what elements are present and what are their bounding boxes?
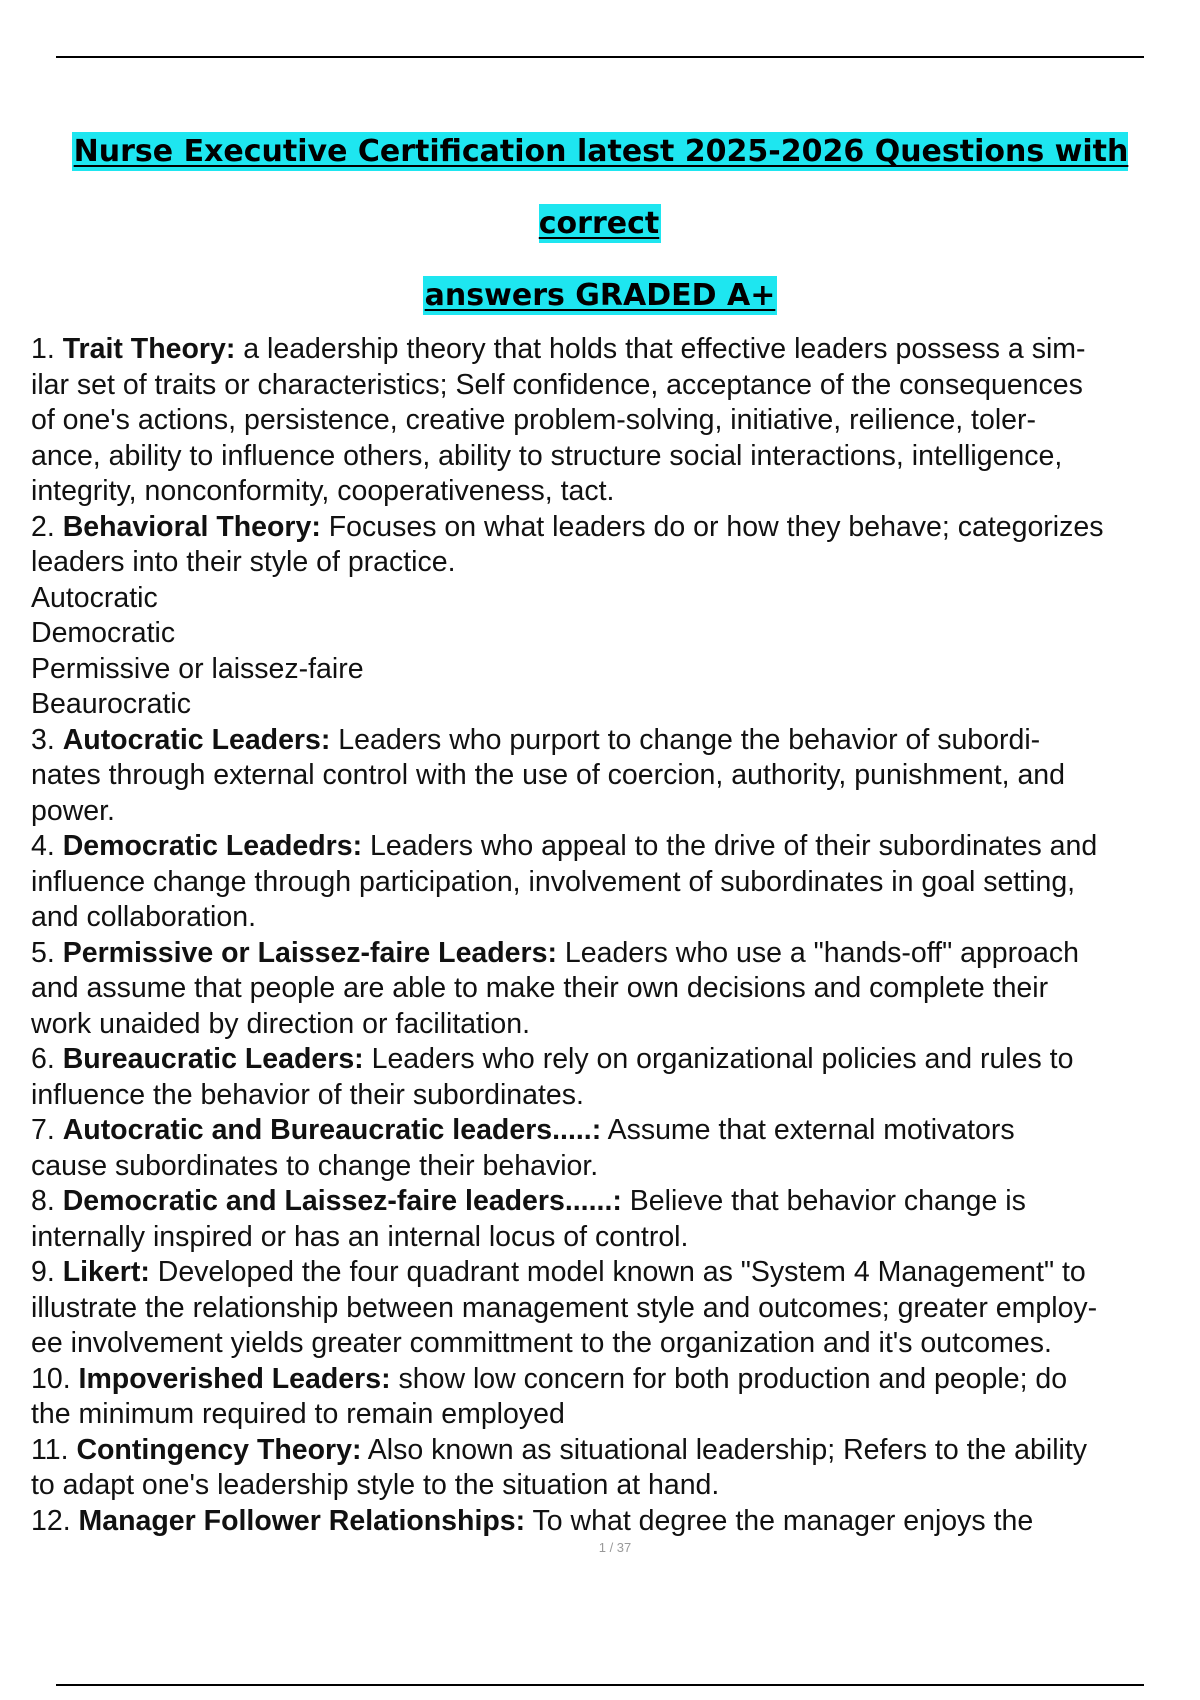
term-label: Democratic and Laissez-faire leaders......: [62,1185,622,1217]
text-line [31,1397,1200,1433]
term-label: Likert: [62,1256,150,1288]
term-label: Autocratic Leaders: [62,723,331,756]
item-number: 1. [31,333,55,365]
definition-text: of one's actions, persistence, creative problem-solving, initiative, reilience, toler- [31,404,1036,436]
definition-text: Focuses on what leaders do or how they behave; categorizes [320,510,1104,543]
term-label: Permissive or Laissez-faire Leaders: [62,936,557,969]
text-line [31,1078,1200,1114]
definition-text: Leaders who rely on organizational policies and rules to [363,1043,1074,1075]
text-line [31,510,1200,546]
definition-text: influence change through participation, involvement of subordinates in goal setting, [31,865,1076,898]
text-line [31,829,1200,865]
text-line [31,1433,1200,1469]
item-number: 3. [31,723,55,756]
definition-text: to adapt one's leadership style to the situation at hand. [31,1469,720,1501]
text-line [31,1184,1200,1220]
text-line [31,1007,1200,1043]
text-line [31,1291,1200,1327]
term-label: Behavioral Theory: [62,510,321,543]
text-line [31,1255,1200,1291]
title-line-1: Nurse Executive Certification latest 2025-2026 Questions with correct [73,134,1129,241]
definition-text: Autocratic [31,581,158,614]
definition-text: work unaided by direction or facilitation. [31,1007,531,1040]
item-number: 10. [31,1362,71,1395]
text-line [31,1468,1200,1504]
bottom-rule [56,1684,1144,1686]
item-number: 8. [31,1185,55,1217]
text-line [31,1326,1200,1362]
definition-text: cause subordinates to change their behavior. [31,1149,599,1182]
definition-text: Leaders who purport to change the behavior of subordi- [330,723,1041,756]
text-line [31,581,1200,617]
term-label: Contingency Theory: [76,1433,362,1466]
text-line [31,1149,1200,1185]
term-label: Trait Theory: [62,333,236,365]
definition-text: ilar set of traits or characteristics; Self confidence, acceptance of the consequences [31,368,1083,401]
page-number: 1 / 37 [598,1540,632,1555]
top-rule [56,56,1144,58]
text-line [31,474,1200,510]
text-line [31,616,1200,652]
text-line [31,403,1200,439]
term-label: Bureaucratic Leaders: [62,1043,364,1075]
text-line [31,1113,1200,1149]
term-label: Democratic Leadedrs: [62,830,363,862]
text-line [31,794,1200,830]
definition-text: show low concern for both production and people; do [390,1362,1068,1395]
definition-text: ance, ability to influence others, ability to structure social interactions, intelligence, [31,439,1063,472]
definition-text: nates through external control with the use of coercion, authority, punishment, and [31,759,1066,791]
item-number: 7. [31,1114,55,1146]
definition-text: power. [31,794,115,827]
definition-text: Assume that external motivators [601,1114,1015,1146]
definition-text: Leaders who appeal to the drive of their subordinates and [362,830,1098,862]
text-line [31,758,1200,794]
item-number: 6. [31,1043,55,1075]
text-line [31,971,1200,1007]
definition-text: and collaboration. [31,901,256,933]
text-line [31,545,1200,581]
text-line [31,900,1200,936]
term-label: Manager Follower Relationships: [78,1504,526,1537]
item-number: 2. [31,510,55,543]
title-line-2: answers GRADED A+ [424,278,776,313]
qa-list [31,332,1200,1539]
definition-text: ee involvement yields greater committment to the organization and it's outcomes. [31,1327,1052,1359]
definition-text: influence the behavior of their subordinates. [31,1078,584,1111]
definition-text: Believe that behavior change is [621,1185,1026,1217]
text-line [31,936,1200,972]
definition-text: a leadership theory that holds that effective leaders possess a sim- [235,333,1086,365]
definition-text: illustrate the relationship between management style and outcomes; greater employ- [31,1291,1098,1324]
definition-text: Permissive or laissez-faire [31,652,364,685]
text-line [31,1220,1200,1256]
definition-text: integrity, nonconformity, cooperativeness, tact. [31,475,615,507]
definition-text: Leaders who use a "hands-off" approach [556,936,1079,969]
item-number: 11. [31,1433,69,1466]
item-number: 4. [31,830,55,862]
item-number: 12. [31,1504,71,1537]
definition-text: internally inspired or has an internal locus of control. [31,1220,689,1253]
text-line [31,1362,1200,1398]
text-line [31,865,1200,901]
item-number: 9. [31,1256,55,1288]
definition-text: Democratic [31,617,176,649]
document-title [40,116,1160,332]
text-line [31,723,1200,759]
text-line [31,332,1200,368]
text-line [31,687,1200,723]
text-line [31,368,1200,404]
definition-text: the minimum required to remain employed [31,1398,565,1430]
definition-text: Also known as situational leadership; Refers to the ability [361,1433,1088,1466]
definition-text: Developed the four quadrant model known as "System 4 Management" to [149,1256,1086,1288]
definition-text: leaders into their style of practice. [31,546,456,578]
definition-text: To what degree the manager enjoys the [525,1504,1034,1537]
item-number: 5. [31,936,55,969]
definition-text: Beaurocratic [31,688,191,720]
text-line [31,1042,1200,1078]
term-label: Impoverished Leaders: [78,1362,391,1395]
definition-text: and assume that people are able to make their own decisions and complete their [31,972,1049,1004]
text-line [31,1504,1200,1540]
term-label: Autocratic and Bureaucratic leaders.....: [62,1114,602,1146]
text-line [31,439,1200,475]
text-line [31,652,1200,688]
